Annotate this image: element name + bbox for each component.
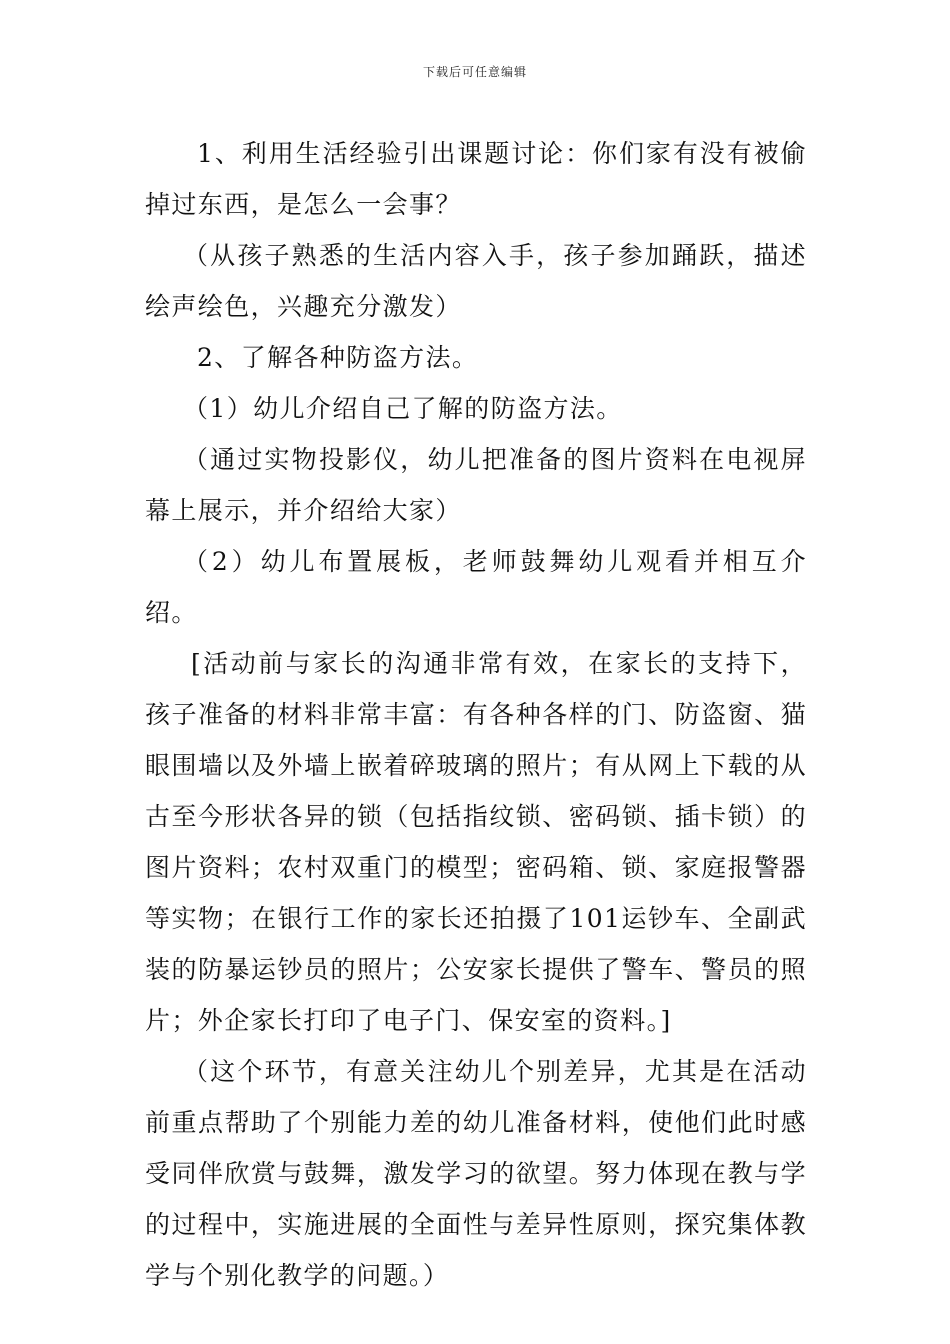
paragraph-8: （这个环节，有意关注幼儿个别差异，尤其是在活动前重点帮助了个别能力差的幼儿准备材料，使他们此时感受同伴欣赏与鼓舞，激发学习的欲望。努力体现在教与学的过程中，实施进展的全面性与差异性原则，探究集体教学与个别化教学的问题。） [145, 1057, 807, 1290]
paragraph-5: （通过实物投影仪，幼儿把准备的图片资料在电视屏幕上展示，并介绍给大家） [145, 445, 807, 525]
paragraph-1: 1、利用生活经验引出课题讨论：你们家有没有被偷掉过东西，是怎么一会事？ [145, 139, 807, 219]
document-body [145, 128, 807, 1301]
page-header: 下载后可任意编辑 [422, 65, 527, 79]
paragraph-2: （从孩子熟悉的生活内容入手，孩子参加踊跃，描述绘声绘色，兴趣充分激发） [145, 241, 807, 321]
paragraph-3: 2、了解各种防盗方法。 [197, 343, 479, 372]
paragraph-7: [活动前与家长的沟通非常有效，在家长的支持下，孩子准备的材料非常丰富：有各种各样的门、防盗窗、猫眼围墙以及外墙上嵌着碎玻璃的照片；有从网上下载的从古至今形状各异的锁（包括指纹锁、密码锁、插卡锁）的图片资料；农村双重门的模型；密码箱、锁、家庭报警器等实物；在银行工作的家长还拍摄了101运钞车、全副武装的防暴运钞员的照片；公安家长提供了警车、警员的照片；外企家长打印了电子门、保安室的资料。] [145, 649, 807, 1035]
paragraph-4: （1）幼儿介绍自己了解的防盗方法。 [183, 394, 623, 423]
paragraph-6: （2）幼儿布置展板，老师鼓舞幼儿观看并相互介绍。 [145, 547, 807, 627]
